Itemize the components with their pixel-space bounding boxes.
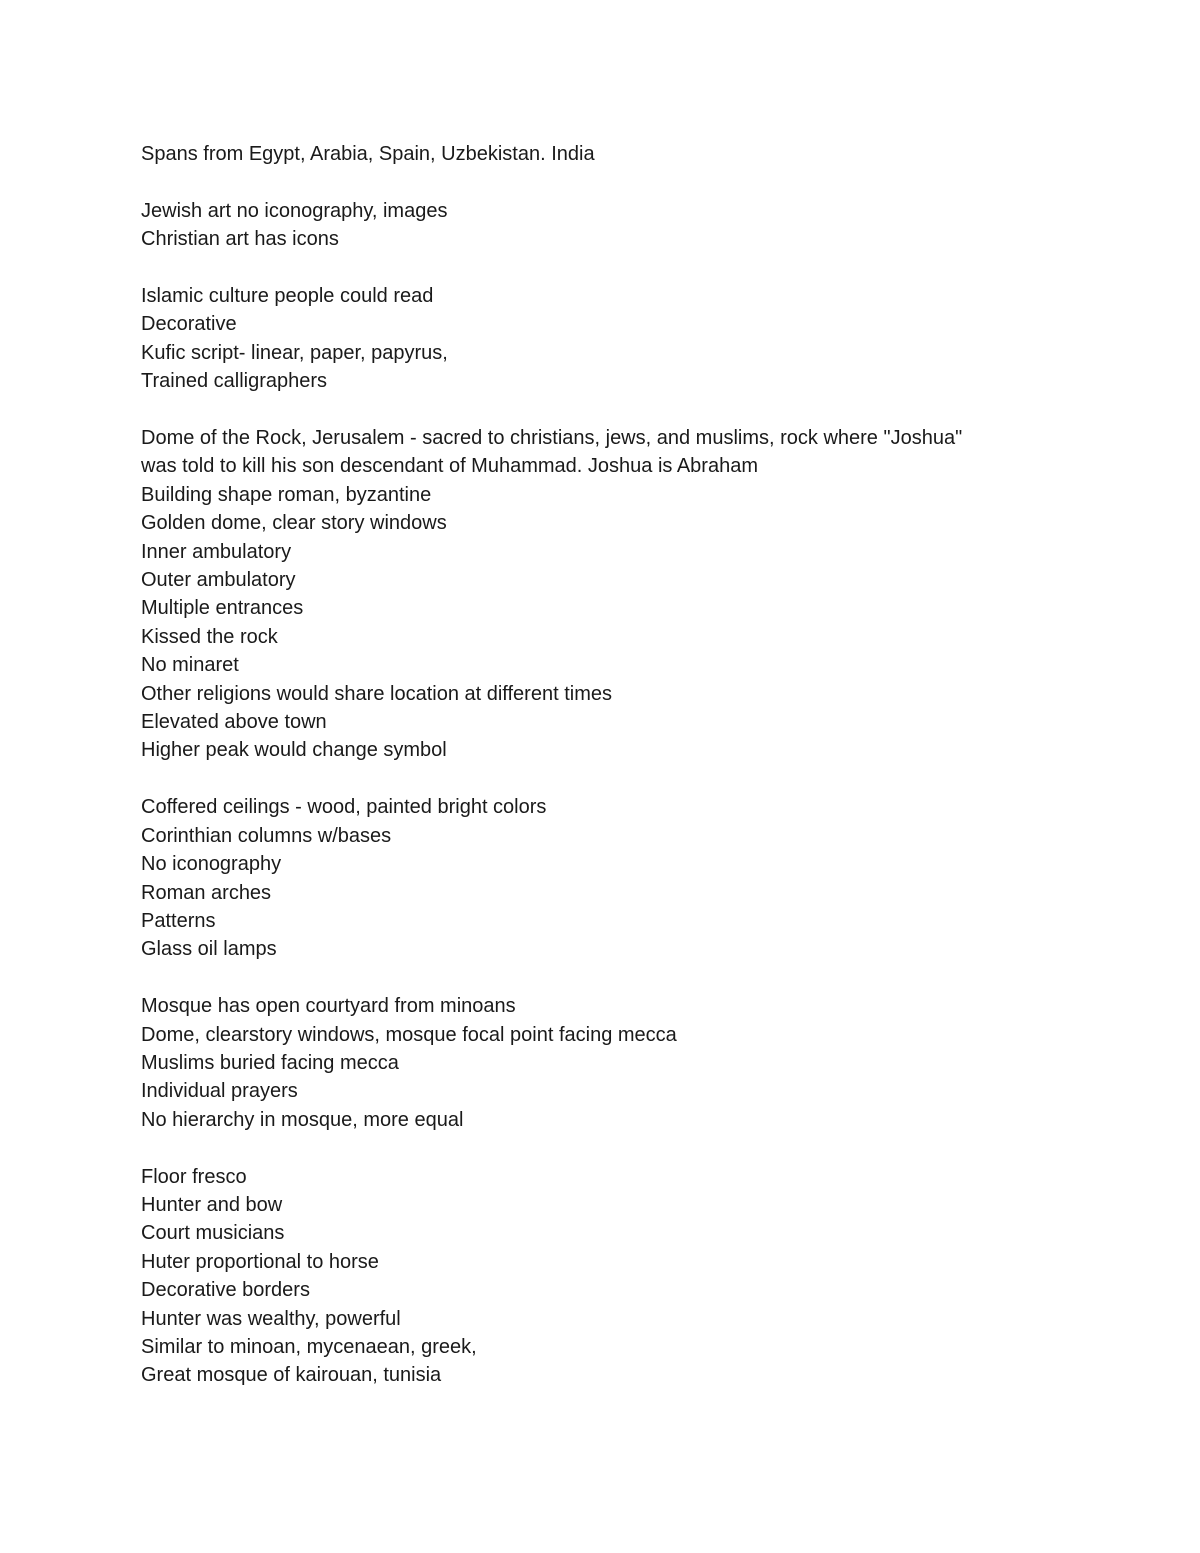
text-line: Outer ambulatory [141, 569, 296, 592]
text-line: Kufic script- linear, paper, papyrus, [141, 341, 448, 364]
paragraph-regions [141, 140, 1101, 168]
paragraph-art-traditions [141, 197, 1101, 254]
text-line: Coffered ceilings - wood, painted bright colors [141, 796, 547, 819]
text-line: Other religions would share location at different times [141, 682, 612, 705]
text-line: Hunter was wealthy, powerful [141, 1307, 401, 1330]
text-line: Inner ambulatory [141, 540, 292, 563]
text-line: Dome, clearstory windows, mosque focal point facing mecca [141, 1023, 677, 1046]
text-line: Decorative borders [141, 1279, 310, 1302]
text-line: Islamic culture people could read [141, 285, 434, 307]
text-line: Hunter and bow [141, 1193, 283, 1216]
text-line: Mosque has open courtyard from minoans [141, 995, 516, 1018]
text-line: Glass oil lamps [141, 938, 277, 961]
text-line: Higher peak would change symbol [141, 739, 447, 762]
paragraph-islamic-culture [141, 282, 1101, 396]
text-line: Dome of the Rock, Jerusalem - sacred to christians, jews, and muslims, rock where "Joshua" [141, 427, 963, 450]
text-line: Spans from Egypt, Arabia, Spain, Uzbekistan. India [141, 143, 595, 165]
text-line: Great mosque of kairouan, tunisia [141, 1364, 442, 1387]
text-line: Elevated above town [141, 711, 327, 734]
text-line: Corinthian columns w/bases [141, 824, 392, 847]
text-line: Decorative [141, 313, 237, 336]
text-line: was told to kill his son descendant of Muhammad. Joshua is Abraham [141, 455, 758, 478]
paragraph-floor-fresco [141, 1163, 1101, 1390]
text-line: Christian art has icons [141, 228, 339, 251]
text-line: Muslims buried facing mecca [141, 1051, 399, 1074]
paragraph-mosque [141, 992, 1101, 1134]
text-line: Golden dome, clear story windows [141, 512, 447, 535]
text-line: Building shape roman, byzantine [141, 483, 432, 506]
text-line: Roman arches [141, 881, 272, 904]
text-line: Multiple entrances [141, 597, 304, 620]
text-line: Kissed the rock [141, 625, 278, 648]
text-line: Similar to minoan, mycenaean, greek, [141, 1335, 477, 1358]
text-line: Huter proportional to horse [141, 1250, 379, 1273]
text-line: Jewish art no iconography, images [141, 199, 448, 222]
text-line: Floor fresco [141, 1165, 247, 1188]
text-line: No minaret [141, 654, 239, 677]
text-line: No iconography [141, 853, 282, 876]
document-body [141, 140, 1101, 1418]
text-line: Patterns [141, 909, 216, 932]
text-line: No hierarchy in mosque, more equal [141, 1108, 464, 1131]
text-line: Court musicians [141, 1222, 285, 1245]
text-line: Trained calligraphers [141, 370, 328, 393]
text-line: Individual prayers [141, 1080, 298, 1103]
paragraph-dome-of-the-rock [141, 424, 1101, 765]
paragraph-interior [141, 793, 1101, 963]
